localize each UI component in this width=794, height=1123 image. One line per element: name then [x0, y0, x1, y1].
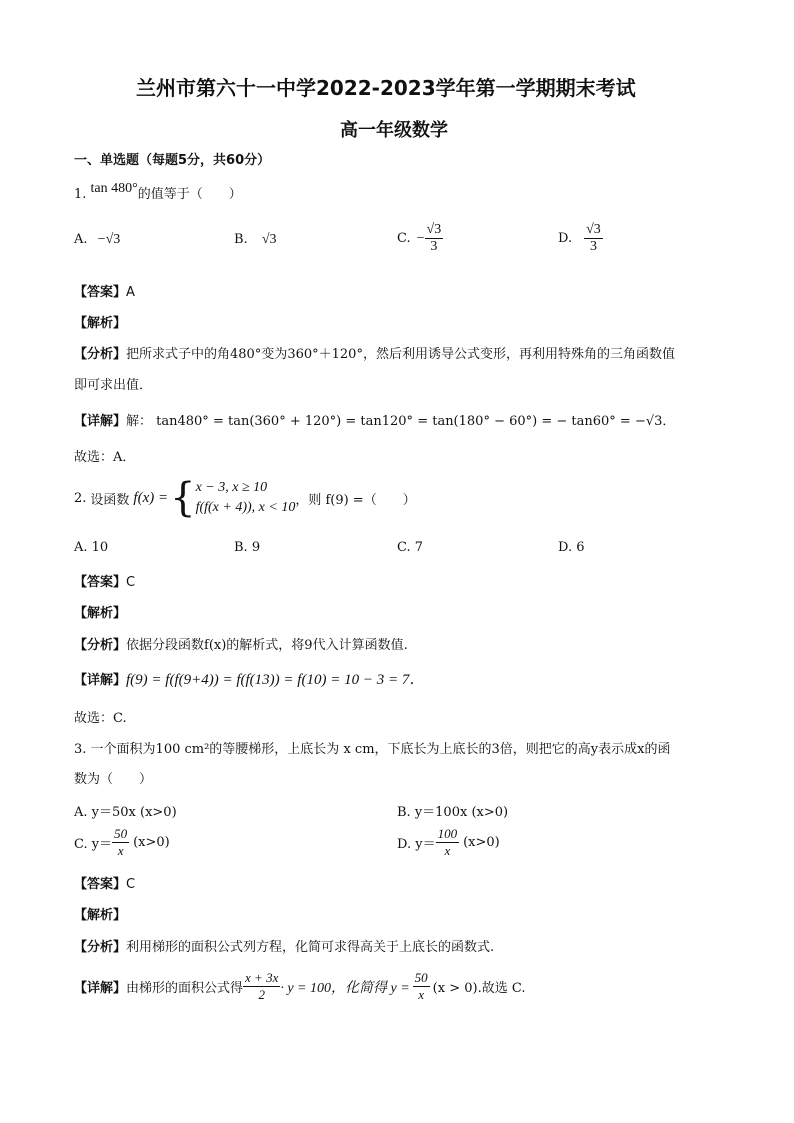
question-1-stem [74, 183, 242, 203]
question-math: tan 480° [90, 181, 138, 196]
q1-detail: 【详解】解： tan480° = tan(360° + 120°) = tan120° = tan(180° − 60°) = − tan60° = −√3． [74, 414, 676, 429]
q1-fenxi: 【分析】把所求式子中的角480°变为360°＋120°，然后利用诱导公式变形，再利用特殊角的三角函数值 [74, 347, 675, 362]
q1-option-a [74, 232, 120, 248]
q3-option-d: D. y＝ $\frac{100}{x}$ (x>0) [397, 826, 500, 858]
question-text: 一个面积为100 cm²的等腰梯形，上底长为 x cm，下底长为上底长的3倍，则把它的高y表示成x的函 [90, 742, 671, 757]
q2-detail: 【详解】f(9) = f(f(9+4)) = f(f(13)) = f(10) = 10 − 3 = 7． [74, 672, 425, 688]
question-2-stem [74, 475, 416, 521]
q1-option-d [558, 222, 603, 255]
section-heading: 一、单选题（每题5分，共60分） [74, 153, 271, 168]
q2-option-a: A. 10 [74, 540, 109, 555]
function-name: f(x) = [133, 489, 169, 506]
option-letter: B. [234, 232, 248, 247]
q2-option-d: D. 6 [558, 540, 585, 555]
question-number: 3. [74, 742, 87, 757]
q3-option-b: B. y＝100x (x>0) [397, 805, 509, 820]
question-3-stem-cont: 数为（ ） [74, 772, 153, 787]
case-1: x − 3, x ≥ 10 [195, 480, 268, 495]
option-value: √3 [261, 232, 277, 247]
q1-answer: 【答案】A [74, 285, 135, 300]
option-letter: A. [74, 232, 88, 247]
q2-option-c: C. 7 [397, 540, 424, 555]
q1-option-b [234, 232, 277, 248]
option-fraction: $\frac{√3}{3}$ [586, 222, 601, 254]
question-number: 1. [74, 187, 87, 202]
q2-option-b: B. 9 [234, 540, 261, 555]
q3-option-a: A. y＝50x (x>0) [74, 805, 177, 820]
question-text-tail: ，则 f(9) =（ ） [295, 492, 416, 508]
q3-detail: 【详解】 由梯形的面积公式得 $\frac{x + 3x}{2}$ · y = 100，化简得 y = $\frac{50}{x}$ (x > 0).故选 C. [74, 970, 526, 1002]
option-letter: C. [397, 231, 411, 246]
q3-analysis-label: 【解析】 [74, 908, 127, 923]
piecewise-brace: { [170, 475, 196, 521]
q2-analysis-label: 【解析】 [74, 606, 127, 621]
q1-fenxi-cont: 即可求出值． [74, 378, 153, 393]
q1-choose: 故选：A． [74, 450, 136, 465]
q2-fenxi: 【分析】依据分段函数f(x)的解析式，将9代入计算函数值. [74, 638, 408, 653]
q3-option-c: C. y＝ $\frac{50}{x}$ (x>0) [74, 826, 170, 858]
document-subtitle: 高一年级数学 [340, 120, 448, 141]
q3-answer: 【答案】C [74, 877, 136, 892]
option-fraction: $\frac{50}{x}$ [114, 826, 128, 858]
q3-fenxi: 【分析】利用梯形的面积公式列方程，化简可求得高关于上底长的函数式. [74, 940, 495, 955]
document-title: 兰州市第六十一中学2022-2023学年第一学期期末考试 [136, 76, 636, 100]
case-2: f(f(x + 4)), x < 10 [195, 500, 296, 515]
detail-fraction-2: $\frac{50}{x}$ [414, 970, 428, 1002]
question-text: 设函数 [90, 492, 130, 508]
minus-sign: − [416, 230, 425, 246]
option-letter: D. [558, 231, 573, 246]
question-text: 的值等于（ ） [137, 187, 242, 202]
option-fraction: $\frac{√3}{3}$ [426, 222, 442, 254]
option-value: −√3 [97, 232, 121, 247]
q1-option-c [397, 222, 443, 255]
q1-analysis-label: 【解析】 [74, 316, 127, 331]
option-fraction: $\frac{100}{x}$ [437, 826, 458, 858]
piecewise-cases [196, 478, 296, 518]
q2-choose: 故选：C. [74, 711, 127, 726]
question-3-stem [74, 738, 670, 757]
question-number: 2. [74, 490, 87, 506]
detail-fraction-1: $\frac{x + 3x}{2}$ [245, 970, 279, 1002]
q2-answer: 【答案】C [74, 575, 136, 590]
